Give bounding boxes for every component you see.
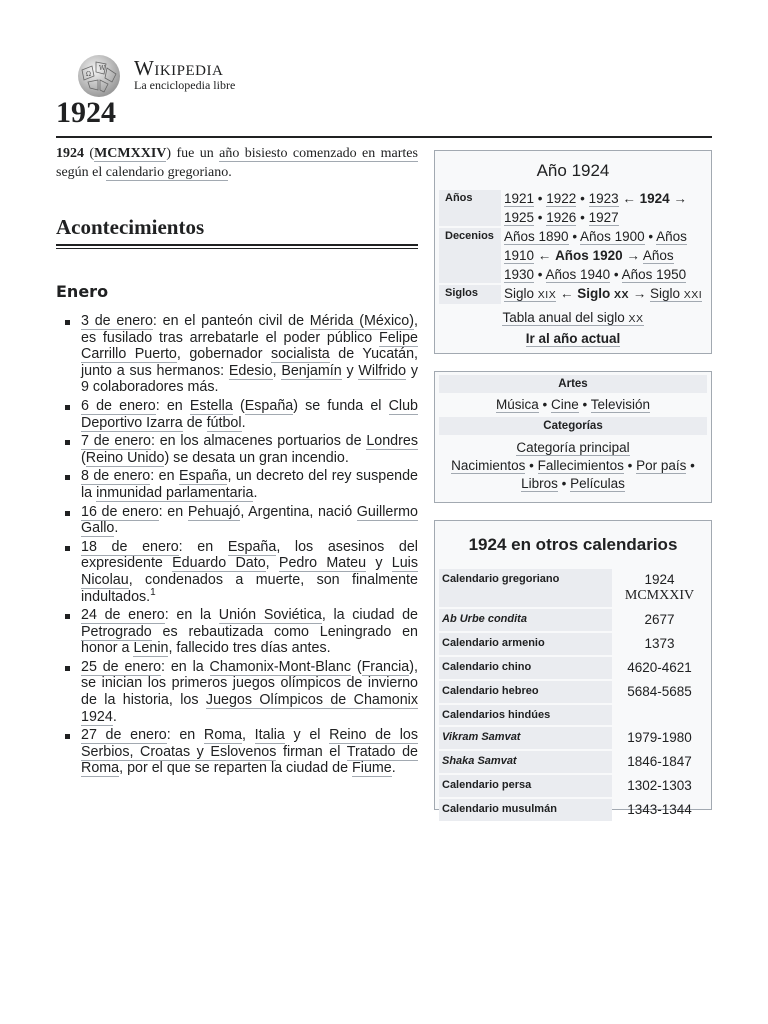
calendar-row	[439, 799, 707, 821]
other-calendars-box	[434, 520, 712, 817]
text: , fallecido tres días antes.	[168, 640, 331, 657]
category-links	[435, 457, 711, 493]
current-item	[555, 248, 623, 263]
category-link[interactable]: Fallecimientos	[537, 458, 624, 473]
text: •	[610, 267, 622, 282]
link-text: fútbol	[206, 414, 242, 431]
calendar-value-roman: MCMXXIV	[624, 588, 695, 603]
century-table-link[interactable]	[502, 310, 643, 326]
current-item	[640, 191, 670, 206]
text: , por el que se reparten la ciudad de	[119, 760, 353, 777]
text: (	[350, 658, 362, 675]
link[interactable]	[589, 191, 619, 207]
navbox-row-links	[504, 189, 711, 227]
calendar-row	[439, 751, 707, 773]
link[interactable]	[589, 210, 619, 226]
navbox-row	[435, 227, 711, 284]
text: ), se inician los primeros juegos olímpicos de invierno de la historia, los	[81, 658, 418, 709]
lead-year: 1924	[56, 146, 84, 161]
calendar-value-text: 1846-1847	[627, 754, 692, 769]
separator: •	[525, 458, 538, 473]
page-title: 1924	[56, 96, 116, 129]
categories-navbox	[434, 371, 712, 503]
roman-numeral: XX	[613, 289, 629, 301]
text: y	[341, 362, 359, 379]
link-text: Años 1930	[504, 248, 674, 282]
text: •	[534, 210, 547, 225]
text: , un decreto del rey suspende la	[81, 468, 418, 501]
text: , los asesinos del expresidente	[81, 538, 418, 572]
text: .	[241, 414, 246, 431]
text: de Yucatán, junto a sus hermanos:	[81, 346, 419, 379]
link-text: 1927	[588, 210, 619, 225]
link-text: Juegos Olímpicos de Chamonix 1924	[81, 692, 418, 725]
event-item	[56, 659, 418, 725]
link-text: Reino de los Serbios, Croatas y Eslovenos	[81, 727, 418, 760]
text: ←	[618, 191, 640, 206]
svg-text:Ω: Ω	[86, 71, 91, 78]
link-text: 24 de enero	[81, 607, 165, 624]
link[interactable]	[504, 286, 556, 302]
text: y 9 colaboradores más.	[81, 362, 419, 396]
text: : en el panteón civil de	[152, 313, 310, 329]
link[interactable]	[279, 555, 366, 572]
link-text: 8 de enero	[81, 468, 151, 485]
wikipedia-wordmark: Wikipedia	[134, 56, 224, 80]
link-text: Estella	[189, 397, 233, 414]
calendar-value	[612, 799, 707, 821]
link[interactable]	[204, 727, 242, 744]
calendar-name-link[interactable]: Calendario persa	[439, 775, 612, 797]
text: firman el	[276, 743, 347, 760]
text: ←	[556, 286, 578, 301]
calendar-name-link[interactable]: Shaka Samvat	[439, 751, 612, 773]
link[interactable]	[546, 267, 611, 283]
link-text: 6 de enero	[81, 397, 156, 414]
link-text: 7 de enero	[81, 433, 151, 450]
text: ,	[265, 555, 279, 572]
calendar-value-text: 1302-1303	[627, 778, 692, 793]
link[interactable]	[81, 433, 151, 450]
separator: •	[686, 458, 695, 473]
lead-roman-link[interactable]: MCMXXIV	[94, 146, 167, 161]
link-text: Fiume	[352, 760, 392, 777]
navbox-row-label: Años	[439, 190, 501, 226]
calendar-value-text: 1979-1980	[627, 730, 692, 745]
calendar-value	[612, 633, 707, 655]
category-link[interactable]: Películas	[570, 476, 625, 491]
event-item	[56, 398, 418, 431]
link-text: inmunidad parlamentaria	[96, 484, 254, 501]
calendar-row	[439, 633, 707, 655]
link-text: Benjamín	[281, 362, 342, 379]
link[interactable]	[255, 727, 285, 744]
link-text: Petrogrado	[81, 623, 152, 640]
events-list	[56, 313, 418, 779]
text: es rebautizada como Leningrado en honor a	[81, 623, 418, 657]
link[interactable]	[271, 346, 330, 363]
link-text: Club Deportivo Izarra	[81, 397, 418, 431]
century-roman: XX	[628, 313, 644, 325]
link[interactable]	[622, 267, 687, 283]
separator: •	[557, 476, 571, 491]
calendar-value-text: 5684-5685	[627, 684, 692, 699]
link-text: Tratado de Roma	[81, 743, 418, 777]
link-text: Eduardo Dato	[172, 555, 266, 572]
link[interactable]	[179, 468, 228, 485]
link-text: Años 1940	[545, 267, 611, 282]
arts-link[interactable]: Música	[495, 397, 539, 412]
link[interactable]	[504, 229, 569, 245]
text: : en	[178, 538, 228, 555]
link-text: Francia	[361, 658, 410, 675]
link-text: Años 1890	[504, 229, 569, 244]
navbox-row-links	[504, 284, 711, 305]
text: y	[366, 555, 392, 572]
lead-link-gregorian[interactable]: calendario gregoriano	[105, 165, 229, 180]
link-text: 3 de enero	[81, 313, 153, 329]
section-title: Acontecimientos	[56, 215, 205, 239]
event-item	[56, 607, 418, 657]
link-text: Chamonix-Mont-Blanc	[209, 658, 351, 675]
text: : en la	[161, 658, 210, 675]
text: ,	[242, 727, 255, 744]
link[interactable]	[358, 363, 406, 380]
calendar-value	[612, 609, 707, 631]
calendar-name-link[interactable]: Calendario gregoriano	[439, 569, 612, 607]
link-text: Siglo	[650, 286, 684, 301]
separator: •	[578, 397, 591, 412]
text: , es fusilado tras arrebatarle el poder público	[81, 313, 418, 346]
text: : en	[155, 397, 190, 414]
link[interactable]	[81, 607, 165, 624]
current-text: 1924	[639, 191, 670, 206]
link[interactable]	[81, 539, 179, 556]
link[interactable]	[245, 398, 294, 415]
link-text: Mérida (México)	[309, 313, 415, 329]
calendar-value	[612, 705, 707, 725]
text: : en	[158, 503, 188, 520]
link-text: Pedro Mateu	[278, 555, 367, 572]
text: .	[112, 708, 117, 725]
link[interactable]	[580, 229, 645, 245]
calendar-value	[612, 657, 707, 679]
link-text: Años 1950	[621, 267, 687, 282]
link[interactable]	[190, 398, 233, 415]
text: de	[182, 414, 207, 431]
calendar-name-link[interactable]: Calendario armenio	[439, 633, 612, 655]
event-item	[56, 504, 418, 537]
calendar-value	[612, 681, 707, 703]
text: : en	[150, 468, 179, 485]
link-text: Luis Nicolau	[81, 555, 418, 588]
text: , la ciudad de	[321, 607, 418, 624]
link-text: 18 de enero	[81, 538, 179, 555]
section-divider	[56, 244, 418, 249]
link[interactable]	[81, 398, 156, 415]
calendar-value	[612, 727, 707, 749]
text: (	[81, 449, 86, 466]
event-item	[56, 313, 418, 396]
event-item	[56, 468, 418, 501]
calendar-row	[439, 681, 707, 703]
lead-text: fue un	[171, 146, 220, 161]
link-text: Wilfrido	[358, 362, 407, 379]
link[interactable]	[86, 450, 165, 467]
text: •	[534, 267, 546, 282]
link[interactable]	[228, 539, 277, 556]
navbox-row	[435, 189, 711, 227]
calendar-row	[439, 657, 707, 679]
link-text: Siglo	[504, 286, 538, 301]
calendar-value-text: 4620-4621	[627, 660, 692, 675]
text: .	[114, 520, 119, 537]
link-text: Años 1900	[580, 229, 645, 244]
link-text: Guillermo Gallo	[81, 503, 418, 537]
reference-link[interactable]: 1	[150, 586, 156, 598]
main-category-link[interactable]: Categoría principal	[516, 440, 630, 455]
other-calendars-title: 1924 en otros calendarios	[468, 535, 678, 554]
link-text: Pehuajó	[187, 503, 241, 520]
link-text: 1921	[504, 191, 535, 206]
roman-numeral: XXI	[683, 289, 703, 301]
text: ←	[534, 248, 556, 263]
link[interactable]	[81, 624, 152, 641]
text: ) se funda el	[293, 397, 389, 414]
link[interactable]	[81, 504, 159, 521]
link[interactable]	[310, 313, 414, 330]
calendar-value	[612, 751, 707, 773]
current-year-link[interactable]: Ir al año actual	[525, 331, 621, 346]
link-text: España	[244, 397, 294, 414]
link-text: 25 de enero	[81, 658, 162, 675]
link-text: Roma	[203, 727, 243, 744]
arts-link[interactable]: Cine	[550, 397, 579, 412]
navbox-row	[435, 284, 711, 305]
text: •	[576, 210, 589, 225]
text: ) se desata un gran incendio.	[164, 449, 349, 466]
link[interactable]	[81, 313, 153, 330]
calendar-name-link[interactable]: Calendario chino	[439, 657, 612, 679]
calendar-name-link[interactable]: Vikram Samvat	[439, 727, 612, 749]
arts-header: Artes	[439, 375, 707, 393]
text: →	[629, 286, 651, 301]
link[interactable]	[546, 191, 576, 207]
text: , gobernador	[176, 346, 271, 363]
year-navbox-title: Año 1924	[536, 161, 610, 180]
link[interactable]	[133, 640, 168, 657]
navbox-row-label: Decenios	[439, 228, 501, 283]
svg-text:W: W	[99, 65, 106, 72]
categories-header: Categorías	[439, 417, 707, 435]
calendar-value-text: 2677	[644, 612, 675, 627]
separator: •	[623, 458, 637, 473]
link-text: 1923	[588, 191, 619, 206]
arts-links	[435, 396, 711, 414]
link-text: socialista	[270, 346, 330, 363]
link-text: Reino Unido	[85, 449, 165, 466]
text: ,	[272, 362, 282, 379]
calendar-name-link[interactable]: Calendario hebreo	[439, 681, 612, 703]
text: : en la	[164, 607, 219, 624]
event-item	[56, 433, 418, 466]
link[interactable]	[210, 659, 351, 676]
lead-paragraph: 1924 (MCMXXIV) fue un año bisiesto comenzado en martes según el calendario gregoriano.	[56, 146, 418, 180]
link-text: Años 1910	[504, 229, 687, 263]
link-text: España	[178, 468, 228, 485]
text: •	[568, 229, 581, 244]
link[interactable]	[546, 210, 576, 226]
text: .	[253, 484, 258, 501]
text: : en los almacenes portuarios de	[150, 433, 367, 450]
text: , Argentina, nació	[240, 503, 357, 520]
link-text: 27 de enero	[81, 727, 167, 744]
arts-link[interactable]: Televisión	[590, 397, 651, 412]
link-text: Londres	[366, 433, 418, 450]
link-text: 1922	[546, 191, 577, 206]
link-text: 16 de enero	[81, 503, 159, 520]
calendar-value-text: 1924	[644, 572, 675, 587]
calendar-name-link[interactable]: Calendarios hindúes	[439, 705, 612, 725]
link[interactable]	[219, 607, 322, 624]
lead-link-leap-year[interactable]: año bisiesto comenzado en martes	[219, 146, 418, 161]
link[interactable]	[650, 286, 702, 302]
text: •	[534, 191, 547, 206]
link[interactable]	[188, 504, 240, 521]
calendar-value-text: 1343-1344	[627, 802, 692, 817]
calendar-value-text: 1373	[644, 636, 675, 651]
century-table-text: Tabla anual del siglo	[502, 310, 629, 325]
category-link[interactable]: Por país	[636, 458, 687, 473]
link[interactable]	[281, 363, 341, 380]
subsection-title: Enero	[56, 282, 109, 301]
lead-text: según el	[56, 165, 106, 180]
text: •	[576, 191, 589, 206]
calendar-row	[439, 705, 707, 725]
link-text: Unión Soviética	[218, 607, 322, 624]
link[interactable]	[362, 659, 410, 676]
link[interactable]	[81, 659, 161, 676]
event-item	[56, 727, 418, 777]
link-text: Italia	[254, 727, 285, 744]
wikipedia-tagline: La enciclopedia libre	[134, 78, 236, 92]
link[interactable]	[207, 415, 242, 432]
link-text: Edesio	[228, 362, 273, 379]
current-text: Siglo	[577, 286, 614, 301]
text: .	[391, 760, 396, 777]
text: •	[644, 229, 657, 244]
text: (	[232, 397, 245, 414]
roman-numeral: XIX	[537, 289, 557, 301]
category-link[interactable]: Nacimientos	[451, 458, 526, 473]
link[interactable]	[352, 760, 392, 777]
category-link[interactable]: Libros	[521, 476, 558, 491]
text: y el	[284, 727, 330, 744]
event-item	[56, 539, 418, 605]
calendar-value	[612, 569, 707, 607]
calendar-name-link[interactable]: Calendario musulmán	[439, 799, 612, 821]
year-navbox	[434, 150, 712, 354]
link-text: España	[227, 538, 277, 555]
current-text: Años 1920	[555, 248, 623, 263]
link-text: Felipe Carrillo Puerto	[81, 329, 418, 363]
link[interactable]	[504, 210, 534, 226]
link[interactable]	[229, 363, 273, 380]
link[interactable]	[96, 485, 253, 502]
link-text: 1925	[504, 210, 535, 225]
link[interactable]	[366, 433, 418, 450]
link-text: 1926	[546, 210, 577, 225]
navbox-row-label: Siglos	[439, 285, 501, 304]
link[interactable]	[81, 468, 150, 485]
link[interactable]	[81, 727, 167, 744]
wikipedia-globe-logo[interactable]	[74, 52, 124, 98]
link[interactable]	[504, 191, 534, 207]
text: , condenados a muerte, son finalmente indultados.	[81, 571, 418, 605]
calendar-row	[439, 727, 707, 749]
text: →	[622, 248, 643, 263]
current-item	[577, 286, 629, 301]
separator: •	[538, 397, 551, 412]
lead-text: .	[228, 165, 232, 180]
calendar-name-link[interactable]: Ab Urbe condita	[439, 609, 612, 631]
link[interactable]	[172, 555, 266, 572]
title-divider	[56, 136, 712, 138]
calendar-row	[439, 609, 707, 631]
calendar-value	[612, 775, 707, 797]
navbox-row-links	[504, 227, 711, 284]
text: →	[669, 191, 687, 206]
link-text: Lenin	[133, 640, 169, 657]
calendar-row	[439, 569, 707, 607]
text: : en	[166, 727, 204, 744]
site-header	[74, 52, 374, 98]
calendar-row	[439, 775, 707, 797]
